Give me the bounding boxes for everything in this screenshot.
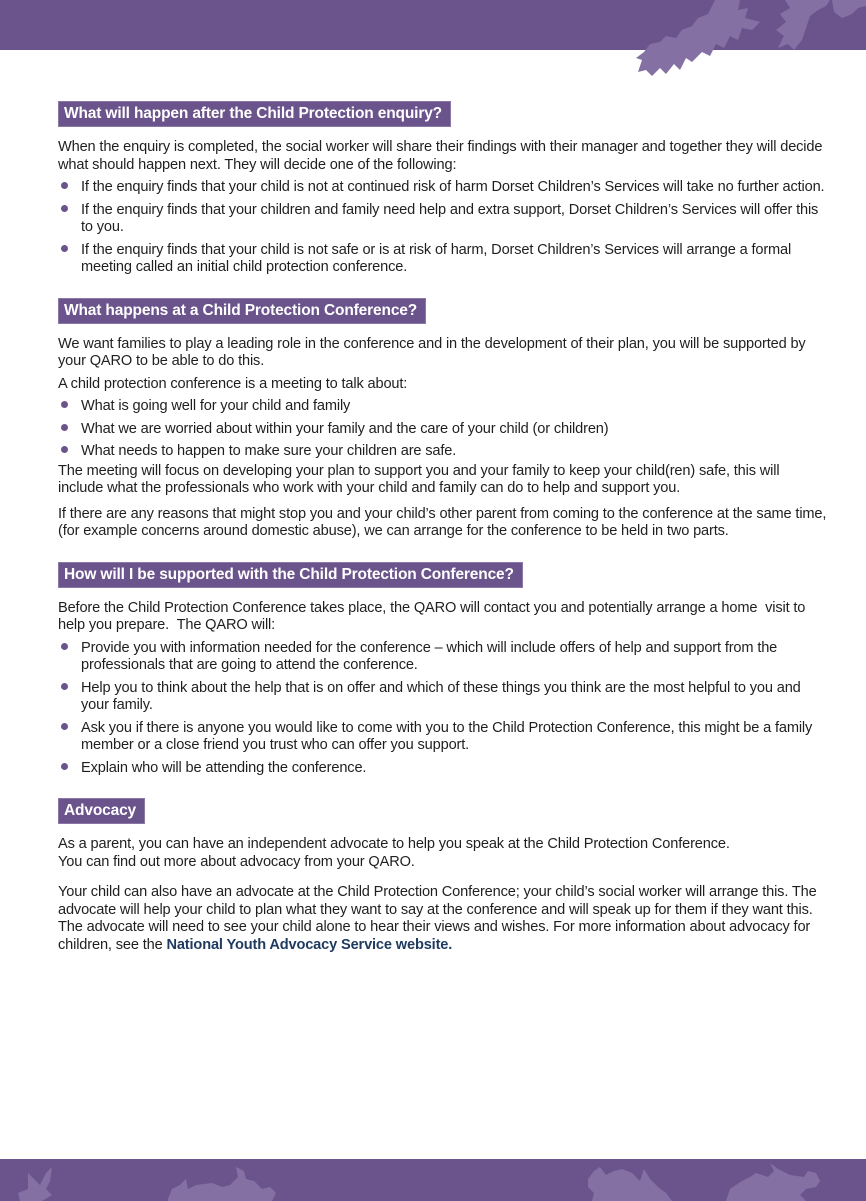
paragraph: A child protection conference is a meeting to talk about: [58, 375, 408, 392]
paragraph-line: As a parent, you can have an independent advocate to help you speak at the Child Protection Conference. [58, 836, 730, 852]
list-item: Explain who will be attending the conference. [58, 760, 828, 778]
bullet-list [58, 640, 828, 778]
floral-decoration-icon [0, 1159, 866, 1201]
section-conference [58, 298, 828, 541]
paragraph [58, 836, 828, 871]
paragraph: The meeting will focus on developing your plan to support you and your family to keep your child(ren) safe, this will include what the professionals who work with your child and family can do to help and support you. [58, 462, 780, 496]
bullet-list [58, 398, 828, 461]
floral-decoration-icon [620, 0, 866, 80]
bullet-list [58, 179, 828, 277]
section-heading: What happens at a Child Protection Conference? [58, 298, 426, 324]
section-support [58, 562, 828, 778]
list-item: What we are worried about within your family and the care of your child (or children) [58, 421, 828, 439]
section-heading: How will I be supported with the Child Protection Conference? [58, 562, 523, 588]
list-item: If the enquiry finds that your child is not safe or is at risk of harm, Dorset Children’s Services will arrange a formal meeting called an initial child protection conference. [58, 242, 828, 277]
paragraph-line: You can find out more about advocacy from your QARO. [58, 853, 415, 870]
list-item: Help you to think about the help that is on offer and which of these things you think are the most helpful to you and your family. [58, 680, 828, 715]
section-heading: What will happen after the Child Protection enquiry? [58, 101, 451, 127]
paragraph: Before the Child Protection Conference takes place, the QARO will contact you and potentially arrange a home visit to help you prepare. The QARO will: [58, 599, 810, 633]
paragraph: If there are any reasons that might stop you and your child’s other parent from coming to the conference at the same time, (for example concerns around domestic abuse), we can arrange for the conference to be held in two parts. [58, 505, 827, 539]
paragraph: When the enquiry is completed, the social worker will share their findings with their manager and together they will decide what should happen next. They will decide one of the following: [58, 139, 823, 173]
paragraph-text: Your child can also have an advocate at the Child Protection Conference; your child’s social worker will arrange this. The advocate will help your child to plan what they want to say at the conference and will speak up for them if they want this. The advocate will need to see your child alone to hear their views and wishes. For more information about advocacy for children, see the [58, 884, 817, 953]
list-item: What is going well for your child and family [58, 398, 828, 416]
section-advocacy [58, 798, 828, 954]
paragraph: We want families to play a leading role in the conference and in the development of their plan, you will be supported by your QARO to be able to do this. [58, 335, 806, 369]
document-body [58, 101, 828, 975]
list-item: Provide you with information needed for the conference – which will include offers of help and support from the professionals that are going to attend the conference. [58, 640, 828, 675]
list-item: Ask you if there is anyone you would like to come with you to the Child Protection Conference, this might be a family member or a close friend you trust who can offer you support. [58, 720, 828, 755]
list-item: If the enquiry finds that your children and family need help and extra support, Dorset Children’s Services will offer this to you. [58, 202, 828, 237]
section-heading: Advocacy [58, 798, 145, 824]
list-item: If the enquiry finds that your child is not at continued risk of harm Dorset Children’s Services will take no further action. [58, 179, 828, 197]
list-item: What needs to happen to make sure your children are safe. [58, 443, 828, 461]
nyas-website-link[interactable]: National Youth Advocacy Service website. [166, 936, 453, 953]
paragraph [58, 884, 828, 954]
section-after-enquiry [58, 101, 828, 277]
